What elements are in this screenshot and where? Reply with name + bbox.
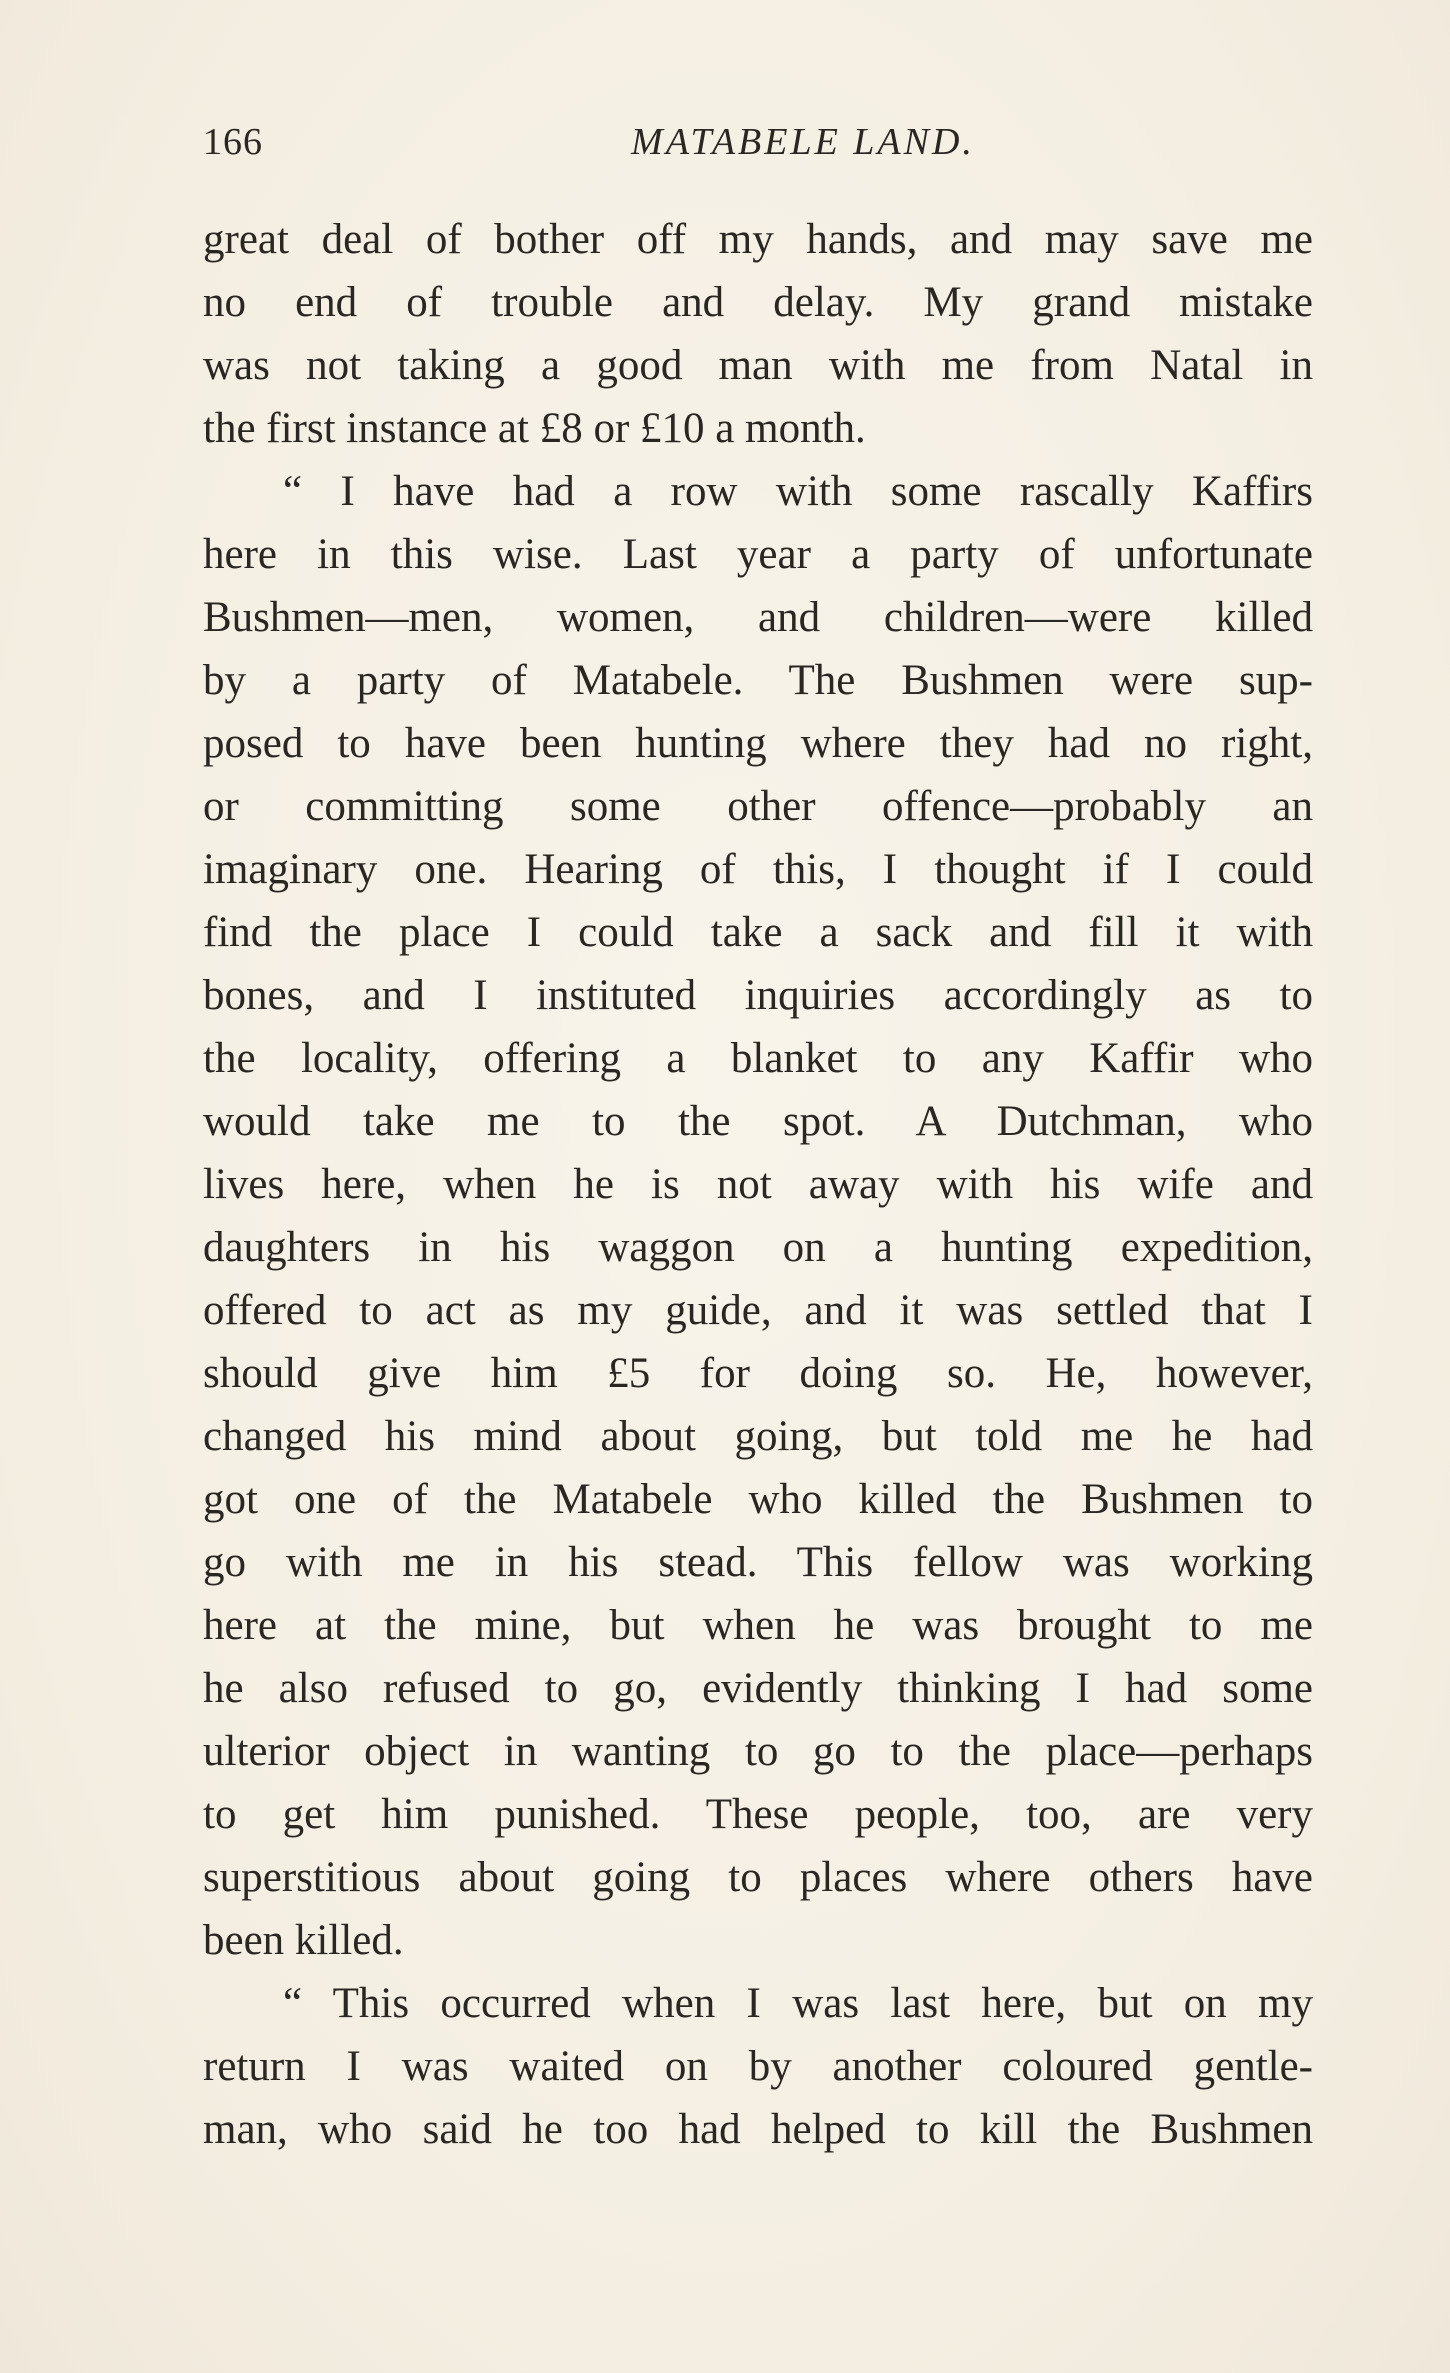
- text-line: been killed.: [203, 1917, 404, 1964]
- text-line: daughters in his waggon on a hunting expedition,: [203, 1224, 1313, 1271]
- text-line: he also refused to go, evidently thinking I had some: [203, 1665, 1313, 1712]
- text-line: “ This occurred when I was last here, but on my: [283, 1980, 1313, 2027]
- text-line: no end of trouble and delay. My grand mistake: [203, 279, 1313, 326]
- text-line: Bushmen—men, women, and children—were killed: [203, 594, 1313, 641]
- text-line: bones, and I instituted inquiries accordingly as to: [203, 972, 1313, 1019]
- text-line: offered to act as my guide, and it was settled that I: [203, 1287, 1313, 1334]
- text-line: here at the mine, but when he was brought to me: [203, 1602, 1313, 1649]
- page-header: [203, 120, 1313, 180]
- running-head: MATABELE LAND.: [631, 121, 975, 163]
- text-line: return I was waited on by another coloured gentle-: [203, 2043, 1313, 2090]
- text-line: lives here, when he is not away with his wife and: [203, 1161, 1313, 1208]
- text-line: great deal of bother off my hands, and may save me: [203, 216, 1313, 263]
- text-line: find the place I could take a sack and fill it with: [203, 909, 1313, 956]
- text-line: the locality, offering a blanket to any Kaffir who: [203, 1035, 1313, 1082]
- text-line: changed his mind about going, but told me he had: [203, 1413, 1313, 1460]
- text-line: was not taking a good man with me from Natal in: [203, 342, 1313, 389]
- text-line: imaginary one. Hearing of this, I thought if I could: [203, 846, 1313, 893]
- text-line: got one of the Matabele who killed the Bushmen to: [203, 1476, 1313, 1523]
- text-line: here in this wise. Last year a party of unfortunate: [203, 531, 1313, 578]
- body-text: [203, 208, 1313, 2161]
- text-line: would take me to the spot. A Dutchman, who: [203, 1098, 1313, 1145]
- text-line: “ I have had a row with some rascally Kaffirs: [283, 468, 1313, 515]
- text-line: or committing some other offence—probably an: [203, 783, 1313, 830]
- text-line: to get him punished. These people, too, are very: [203, 1791, 1313, 1838]
- text-line: by a party of Matabele. The Bushmen were sup-: [203, 657, 1313, 704]
- text-line: posed to have been hunting where they had no right,: [203, 720, 1313, 767]
- text-line: superstitious about going to places where others have: [203, 1854, 1313, 1901]
- page-number: 166: [203, 121, 263, 163]
- text-line: man, who said he too had helped to kill the Bushmen: [203, 2106, 1313, 2153]
- text-line: should give him £5 for doing so. He, however,: [203, 1350, 1313, 1397]
- text-line: the first instance at £8 or £10 a month.: [203, 405, 866, 452]
- text-line: ulterior object in wanting to go to the place—perhaps: [203, 1728, 1313, 1775]
- text-line: go with me in his stead. This fellow was working: [203, 1539, 1313, 1586]
